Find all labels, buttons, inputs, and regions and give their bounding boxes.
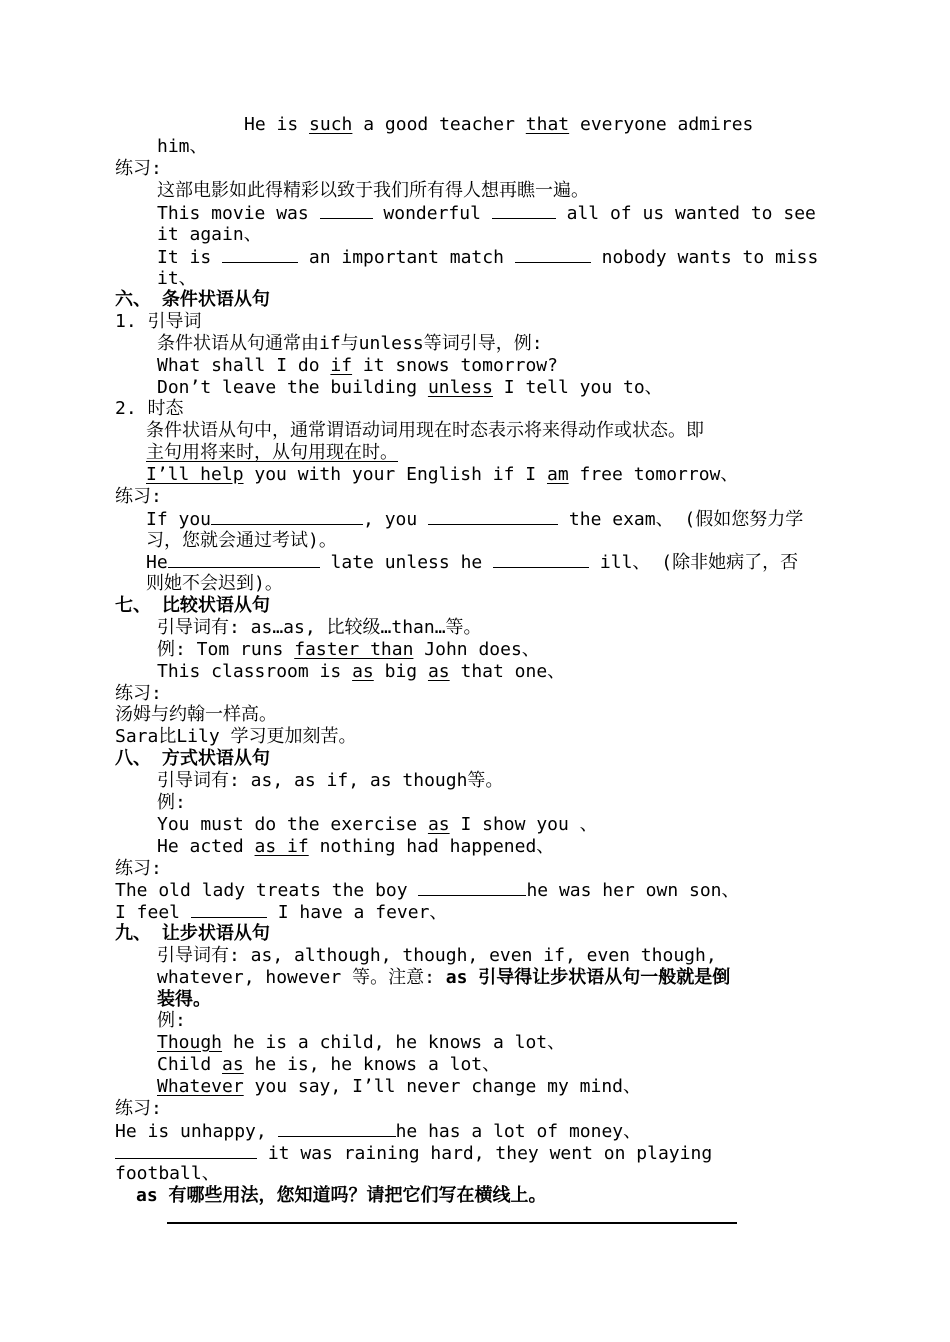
description: 条件状语从句通常由if与unless等词引导，例: xyxy=(157,333,543,354)
example-sentence: He acted as if nothing had happened、 xyxy=(157,836,555,857)
example-sentence-cont: him、 xyxy=(157,136,208,157)
practice-item: I feel I have a fever、 xyxy=(115,902,448,923)
practice-item: This movie was wonderful all of us wanted to see xyxy=(157,203,816,224)
practice-chinese: 这部电影如此得精彩以致于我们所有得人想再瞧一遍。 xyxy=(157,180,589,201)
answer-blank[interactable] xyxy=(320,202,373,219)
practice-item: He is unhappy, he has a lot of money、 xyxy=(115,1121,642,1142)
answer-blank[interactable] xyxy=(493,551,589,568)
answer-blank[interactable] xyxy=(278,1120,396,1137)
practice-item: Sara比Lily 学习更加刻苦。 xyxy=(115,726,357,747)
example-sentence: What shall I do if it snows tomorrow? xyxy=(157,355,558,376)
answer-blank[interactable] xyxy=(428,508,558,525)
practice-item-cont: 习，您就会通过考试)。 xyxy=(146,530,337,551)
description: 主句用将来时，从句用现在时。 xyxy=(146,442,398,463)
answer-blank[interactable] xyxy=(191,901,267,918)
description: 引导词有: as…as, 比较级…than…等。 xyxy=(157,617,482,638)
practice-item: it was raining hard, they went on playing xyxy=(115,1142,712,1165)
example-sentence: I’ll help you with your English if I am free tomorrow、 xyxy=(146,464,739,485)
description: 引导词有: as, as if, as though等。 xyxy=(157,770,504,791)
answer-line[interactable] xyxy=(167,1222,737,1224)
answer-blank[interactable] xyxy=(115,1142,257,1159)
example-sentence: 例: Tom runs faster than John does、 xyxy=(157,639,540,660)
example-sentence: Child as he is, he knows a lot、 xyxy=(157,1054,501,1075)
practice-label: 练习: xyxy=(115,486,162,507)
example-sentence: Don’t leave the building unless I tell you to、 xyxy=(157,377,663,398)
answer-blank[interactable] xyxy=(515,246,591,263)
example-label: 例: xyxy=(157,792,186,813)
practice-item-cont: it again、 xyxy=(157,224,262,245)
practice-item: 汤姆与约翰一样高。 xyxy=(115,704,277,725)
example-sentence: This classroom is as big as that one、 xyxy=(157,661,566,682)
example-sentence: Whatever you say, I’ll never change my mind、 xyxy=(157,1076,641,1097)
section-heading: 九、 让步状语从句 xyxy=(115,923,270,944)
description: 条件状语从句中，通常谓语动词用现在时态表示将来得动作或状态。即 xyxy=(146,420,704,441)
practice-item: The old lady treats the boy he was her own son、 xyxy=(115,880,740,901)
description: 引导词有: as, although, though, even if, even though, xyxy=(157,945,717,966)
practice-label: 练习: xyxy=(115,858,162,879)
practice-label: 练习: xyxy=(115,1098,162,1119)
closing-question: as 有哪些用法，您知道吗？请把它们写在横线上。 xyxy=(136,1185,547,1206)
practice-item: He late unless he ill、 (除非她病了，否 xyxy=(146,552,799,573)
practice-item: It is an important match nobody wants to miss xyxy=(157,247,819,268)
answer-blank[interactable] xyxy=(211,508,363,525)
section-heading: 六、 条件状语从句 xyxy=(115,289,270,310)
answer-blank[interactable] xyxy=(168,551,320,568)
subheading: 2. 时态 xyxy=(115,398,184,419)
practice-item-cont: 则她不会迟到)。 xyxy=(146,573,283,594)
section-heading: 七、 比较状语从句 xyxy=(115,595,270,616)
example-sentence: Though he is a child, he knows a lot、 xyxy=(157,1032,566,1053)
answer-blank[interactable] xyxy=(418,879,526,896)
practice-item: If you , you the exam、 (假如您努力学 xyxy=(146,509,804,530)
practice-item-cont: it、 xyxy=(157,268,197,289)
example-sentence: He is such a good teacher that everyone admires xyxy=(244,114,754,135)
answer-blank[interactable] xyxy=(222,246,298,263)
example-label: 例: xyxy=(157,1010,186,1031)
practice-label: 练习: xyxy=(115,683,162,704)
answer-blank[interactable] xyxy=(492,202,556,219)
subheading: 1. 引导词 xyxy=(115,311,202,332)
section-heading: 八、 方式状语从句 xyxy=(115,748,270,769)
practice-item-cont: football、 xyxy=(115,1163,220,1184)
practice-label: 练习: xyxy=(115,158,162,179)
example-sentence: You must do the exercise as I show you 、 xyxy=(157,814,598,835)
description: whatever, however 等。注意: as 引导得让步状语从句一般就是倒 xyxy=(157,967,731,988)
description: 装得。 xyxy=(157,989,211,1010)
